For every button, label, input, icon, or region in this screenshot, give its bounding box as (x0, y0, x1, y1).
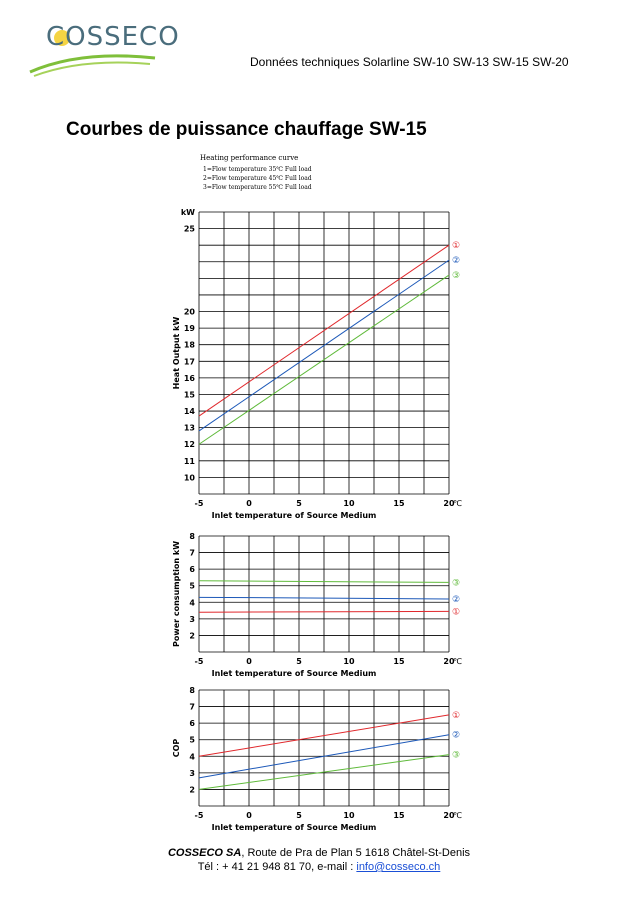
footer-contact (0, 861, 638, 873)
y-tick-label: 6 (189, 719, 195, 729)
footer-address-text: , Route de Pra de Plan 5 1618 Châtel-St-Denis (241, 847, 471, 859)
series-label: ① (452, 710, 461, 721)
y-tick-label: 5 (189, 735, 195, 745)
y-axis-title: COP (172, 738, 181, 758)
y-tick-label: 8 (189, 532, 195, 541)
y-tick-label: 5 (189, 581, 195, 591)
x-axis-title: Inlet temperature of Source Medium (211, 823, 377, 832)
y-tick-label: 11 (183, 456, 195, 466)
y-tick-label: 2 (189, 785, 195, 795)
series-label: ③ (452, 750, 461, 761)
logo-text: COSSECO (46, 22, 180, 52)
x-tick-label: 20 (443, 811, 455, 820)
y-tick-label: 13 (183, 423, 195, 433)
series-label: ② (452, 256, 461, 267)
y-tick-label: 18 (183, 340, 195, 350)
y-tick-label: 15 (183, 390, 195, 400)
series-label: ③ (452, 578, 461, 589)
x-tick-label: 15 (393, 811, 405, 820)
x-tick-label: 0 (246, 499, 252, 508)
x-tick-label: 10 (343, 811, 355, 820)
legend-line-1: 1=Flow temperature 35℃ Full load (203, 166, 312, 173)
y-tick-label: 10 (183, 473, 195, 483)
series-label: ① (452, 241, 461, 252)
legend-line-2: 2=Flow temperature 45℃ Full load (203, 175, 312, 182)
legend-line-3: 3=Flow temperature 55℃ Full load (203, 184, 312, 191)
series-line (199, 611, 449, 612)
y-tick-label: 19 (183, 324, 195, 334)
cop-chart (172, 686, 462, 832)
y-axis-title: Heat Output kW (172, 316, 181, 390)
y-tick-label: 7 (189, 548, 195, 558)
y-tick-label: 2 (189, 631, 195, 641)
footer-company: COSSECO SA (167, 847, 242, 859)
y-tick-label: 14 (183, 407, 195, 417)
x-tick-label: 10 (343, 657, 355, 666)
series-label: ① (452, 607, 461, 618)
y-tick-label: 12 (183, 440, 195, 450)
y-tick-label: 25 (183, 224, 195, 234)
y-tick-label: 7 (189, 702, 195, 712)
y-tick-label: 4 (189, 752, 195, 762)
footer-email-link[interactable]: info@cosseco.ch (356, 861, 441, 873)
heat-output-chart (172, 208, 462, 520)
page-title: Courbes de puissance chauffage SW-15 (66, 119, 427, 140)
power-consumption-chart (172, 532, 462, 678)
x-tick-label: 0 (246, 811, 252, 820)
y-tick-label: 8 (189, 686, 195, 695)
x-tick-label: 5 (296, 811, 302, 820)
footer-address (0, 847, 638, 859)
y-unit-label: kW (180, 208, 195, 217)
legend-title: Heating performance curve (200, 154, 299, 162)
x-tick-label: 5 (296, 499, 302, 508)
footer-tel: Tél : + 41 21 948 81 70, e-mail : (197, 861, 357, 873)
x-unit-label: ℃ (453, 499, 462, 508)
x-axis-title: Inlet temperature of Source Medium (211, 511, 377, 520)
x-tick-label: 20 (443, 499, 455, 508)
y-tick-label: 4 (189, 598, 195, 608)
y-tick-label: 3 (189, 614, 195, 624)
x-unit-label: ℃ (453, 657, 462, 666)
y-axis-title: Power consumption kW (172, 540, 181, 648)
x-unit-label: ℃ (453, 811, 462, 820)
x-tick-label: -5 (194, 657, 204, 666)
y-tick-label: 17 (183, 357, 195, 367)
series-label: ② (452, 730, 461, 741)
x-tick-label: 20 (443, 657, 455, 666)
y-tick-label: 6 (189, 565, 195, 575)
x-tick-label: 15 (393, 657, 405, 666)
x-tick-label: 0 (246, 657, 252, 666)
y-tick-label: 3 (189, 768, 195, 778)
x-tick-label: -5 (194, 811, 204, 820)
legend-box (200, 154, 312, 191)
x-tick-label: 15 (393, 499, 405, 508)
series-label: ③ (452, 271, 461, 282)
y-tick-label: 20 (183, 307, 195, 317)
x-tick-label: -5 (194, 499, 204, 508)
y-tick-label: 16 (183, 373, 195, 383)
x-tick-label: 5 (296, 657, 302, 666)
document-header: Données techniques Solarline SW-10 SW-13 SW-15 SW-20 (250, 55, 569, 69)
x-axis-title: Inlet temperature of Source Medium (211, 669, 377, 678)
series-label: ② (452, 594, 461, 605)
x-tick-label: 10 (343, 499, 355, 508)
